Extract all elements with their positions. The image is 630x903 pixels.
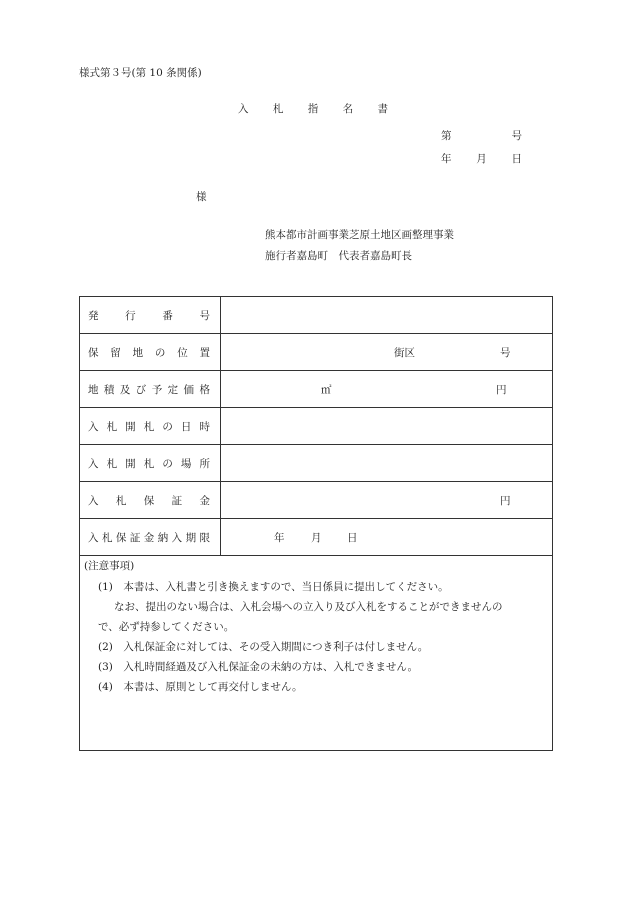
- label-char: 地: [88, 383, 99, 396]
- notes-heading: (注意事項): [84, 560, 135, 572]
- label-char: 価: [183, 383, 195, 396]
- row-label: [80, 445, 221, 482]
- table-row: [80, 408, 553, 445]
- value-area-unit: ㎡: [321, 384, 332, 396]
- label-char: 開: [125, 457, 136, 470]
- table-row: [80, 445, 553, 482]
- label-char: 証: [171, 494, 183, 507]
- value-area: [221, 445, 552, 481]
- row-label: [80, 408, 221, 445]
- label-char: 日: [180, 420, 192, 433]
- label-char: 札: [106, 420, 118, 433]
- spread-label: [80, 530, 220, 545]
- notes-row: [80, 556, 553, 751]
- note-item: で、必ず持参してください。: [98, 621, 235, 633]
- table-row: [80, 334, 553, 371]
- spread-label: [80, 308, 220, 323]
- nomination-table: [79, 296, 553, 751]
- table-row: [80, 482, 553, 519]
- title-char: 札: [272, 103, 284, 115]
- label-char: 開: [125, 420, 136, 433]
- label-char: 限: [199, 531, 210, 544]
- label-char: 証: [129, 531, 141, 544]
- label-char: 時: [199, 420, 210, 433]
- date-line: [441, 151, 522, 166]
- document-title: [238, 101, 388, 116]
- doc-number-suffix: 号: [511, 130, 522, 142]
- value-month: 月: [311, 532, 322, 544]
- label-char: 保: [115, 531, 127, 544]
- row-label: [80, 334, 221, 371]
- date-month: 月: [476, 153, 487, 165]
- row-value: [221, 445, 553, 482]
- date-day: 日: [511, 153, 522, 165]
- label-char: 納: [157, 531, 169, 544]
- note-item: (4) 本書は、原則として再交付しません。: [98, 681, 303, 693]
- title-char: 指: [307, 103, 319, 115]
- label-char: 保: [143, 494, 155, 507]
- label-char: び: [135, 383, 147, 396]
- value-price-unit: 円: [496, 384, 507, 396]
- value-area: [221, 482, 552, 518]
- title-char: 書: [377, 103, 388, 115]
- addressee-suffix: 様: [196, 191, 207, 203]
- label-char: 留: [110, 346, 121, 359]
- label-char: 入: [88, 531, 99, 544]
- label-char: 積: [103, 383, 115, 396]
- label-char: 保: [88, 346, 99, 359]
- label-char: 入: [88, 420, 99, 433]
- label-char: 定: [167, 383, 179, 396]
- note-item: (1) 本書は、入札書と引き換えますので、当日係員に提出してください。: [98, 581, 449, 593]
- spread-label: [80, 382, 220, 397]
- label-char: 入: [171, 531, 183, 544]
- issuer-executor: 施行者嘉島町 代表者嘉島町長: [265, 250, 412, 262]
- value-day: 日: [347, 532, 358, 544]
- label-char: 位: [177, 346, 188, 359]
- spread-label: [80, 419, 220, 434]
- label-char: の: [154, 346, 166, 359]
- notes-cell: [80, 556, 553, 751]
- label-char: 札: [115, 494, 127, 507]
- table-row: [80, 297, 553, 334]
- row-value: [221, 519, 553, 556]
- table-row: [80, 371, 553, 408]
- label-char: 番: [162, 309, 173, 322]
- row-value: [221, 334, 553, 371]
- form-number: 様式第３号(第 10 条関係): [79, 67, 202, 79]
- value-area: [221, 519, 552, 555]
- label-char: 発: [88, 309, 99, 322]
- title-char: 名: [342, 103, 354, 115]
- label-char: 場: [180, 457, 192, 470]
- label-char: 札: [143, 420, 155, 433]
- row-label: [80, 371, 221, 408]
- issuer-project: 熊本都市計画事業芝原土地区画整理事業: [265, 229, 454, 241]
- row-value: [221, 371, 553, 408]
- label-char: 金: [199, 494, 210, 507]
- value-yen-unit: 円: [500, 495, 511, 507]
- label-char: 号: [199, 309, 210, 322]
- row-label: [80, 482, 221, 519]
- label-char: 置: [199, 346, 210, 359]
- label-char: 格: [199, 383, 210, 396]
- label-char: 行: [125, 309, 136, 322]
- value-area: [221, 297, 552, 333]
- label-char: 札: [143, 457, 155, 470]
- label-char: 所: [199, 457, 210, 470]
- value-year: 年: [274, 532, 285, 544]
- row-label: [80, 519, 221, 556]
- value-area: [221, 408, 552, 444]
- row-value: [221, 297, 553, 334]
- spread-label: [80, 493, 220, 508]
- value-area: [221, 371, 552, 407]
- table-row: [80, 519, 553, 556]
- row-value: [221, 482, 553, 519]
- label-char: の: [162, 457, 173, 470]
- spread-label: [80, 456, 220, 471]
- label-char: 期: [185, 531, 197, 544]
- date-year: 年: [441, 153, 452, 165]
- note-item: (2) 入札保証金に対しては、その受入期間につき利子は付しません。: [98, 641, 429, 653]
- row-value: [221, 408, 553, 445]
- label-char: 入: [88, 494, 99, 507]
- note-item: (3) 入札時間経過及び入札保証金の未納の方は、入札できません。: [98, 661, 419, 673]
- value-number: 号: [500, 347, 511, 359]
- label-char: の: [162, 420, 173, 433]
- value-area: [221, 334, 552, 370]
- row-label: [80, 297, 221, 334]
- label-char: 札: [101, 531, 113, 544]
- label-char: 地: [132, 346, 144, 359]
- title-char: 入: [238, 103, 249, 115]
- value-block: 街区: [394, 347, 415, 359]
- note-item: なお、提出のない場合は、入札会場への立入り及び入札をすることができませんの: [114, 601, 503, 613]
- label-char: 予: [151, 383, 163, 396]
- document-number-line: [441, 128, 522, 143]
- label-char: 金: [143, 531, 155, 544]
- doc-number-prefix: 第: [441, 130, 452, 142]
- label-char: 及: [119, 383, 131, 396]
- label-char: 札: [106, 457, 118, 470]
- label-char: 入: [88, 457, 99, 470]
- spread-label: [80, 345, 220, 360]
